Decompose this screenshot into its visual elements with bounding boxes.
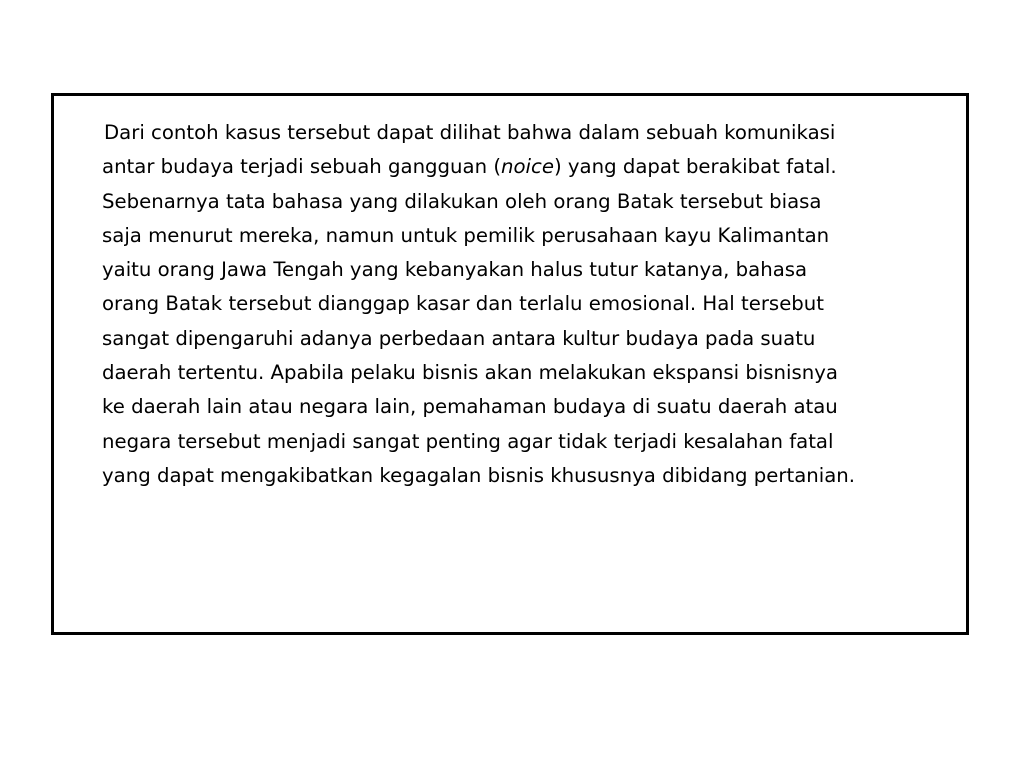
paragraph-line: daerah tertentu. Apabila pelaku bisnis akan melakukan ekspansi bisnisnya <box>102 361 838 385</box>
paragraph-text: ) yang dapat berakibat fatal. <box>553 155 837 179</box>
text-box-frame <box>51 93 969 635</box>
body-paragraph <box>102 116 972 493</box>
paragraph-line: saja menurut mereka, namun untuk pemilik perusahaan kayu Kalimantan <box>102 223 830 247</box>
paragraph-line: Sebenarnya tata bahasa yang dilakukan oleh orang Batak tersebut biasa <box>102 189 822 213</box>
paragraph-line <box>102 150 972 184</box>
paragraph-text: antar budaya terjadi sebuah gangguan ( <box>102 155 502 179</box>
paragraph-line: negara tersebut menjadi sangat penting agar tidak terjadi kesalahan fatal <box>102 429 834 453</box>
paragraph-line: Dari contoh kasus tersebut dapat dilihat bahwa dalam sebuah komunikasi <box>104 121 836 144</box>
paragraph-line: sangat dipengaruhi adanya perbedaan antara kultur budaya pada suatu <box>102 326 816 350</box>
paragraph-line: yang dapat mengakibatkan kegagalan bisnis khususnya dibidang pertanian. <box>102 463 856 487</box>
paragraph-line: ke daerah lain atau negara lain, pemahaman budaya di suatu daerah atau <box>102 395 838 419</box>
paragraph-line: orang Batak tersebut dianggap kasar dan terlalu emosional. Hal tersebut <box>102 292 824 316</box>
italic-term: noice <box>501 155 554 179</box>
paragraph-line: yaitu orang Jawa Tengah yang kebanyakan halus tutur katanya, bahasa <box>102 258 808 282</box>
